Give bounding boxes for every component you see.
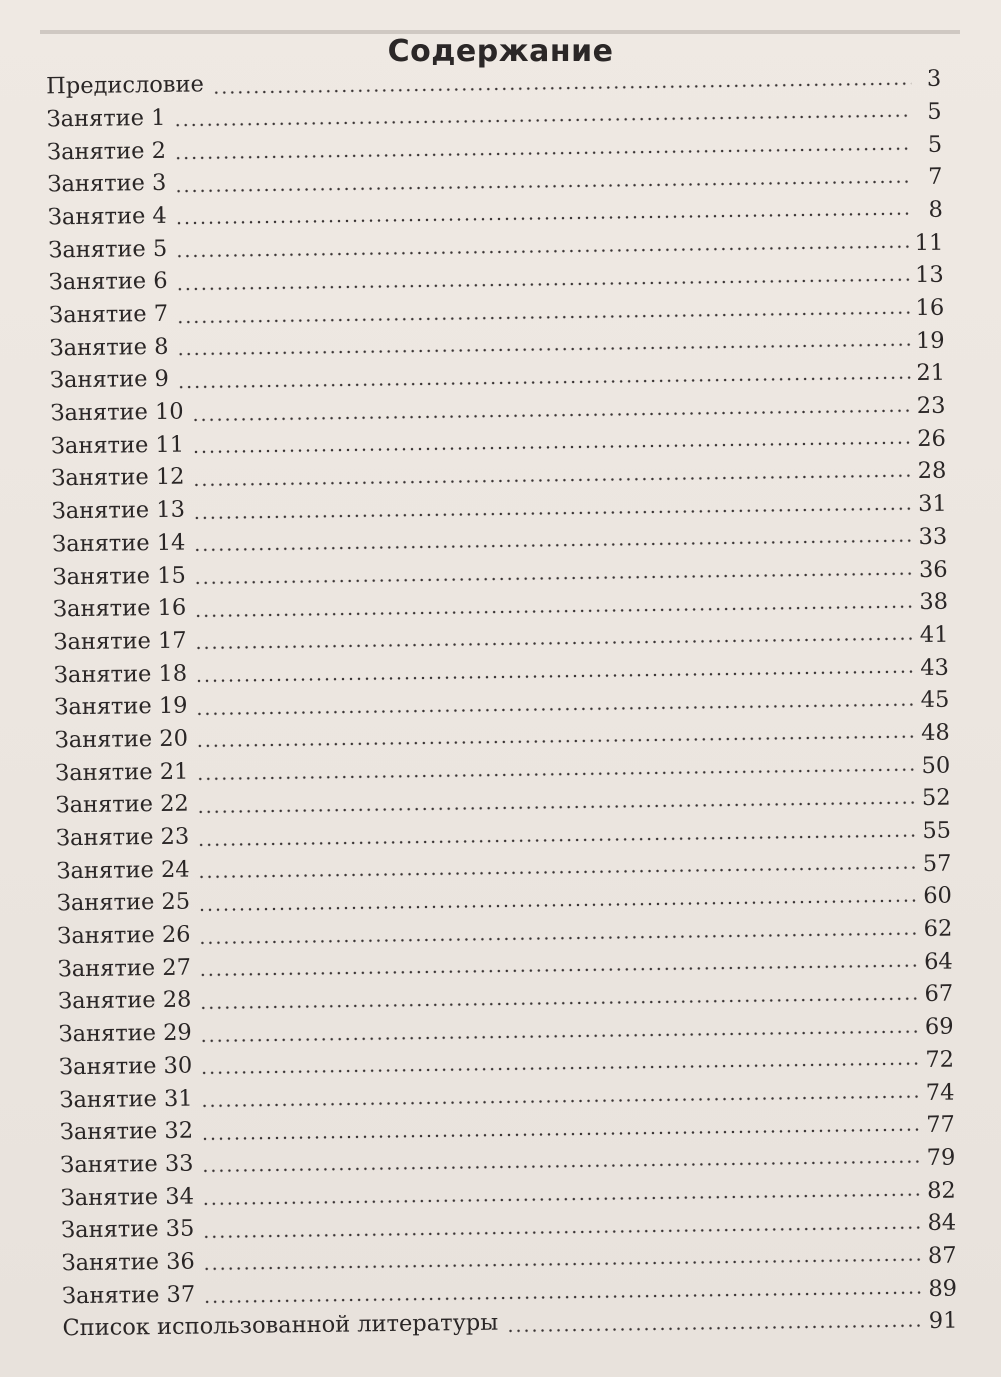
toc-entry-title: Занятие 13 [51,496,186,525]
toc-entry-page-number: 7 [927,163,943,191]
toc-entry-title: Занятие 31 [59,1085,193,1113]
toc-entry-page-number: 36 [918,556,948,583]
toc-entry-page-number: 57 [922,850,952,877]
toc-entry-title: Список использованной литературы [62,1309,499,1342]
toc-entry-page-number: 28 [917,458,947,485]
toc-entry-page-number: 5 [927,131,943,158]
toc-entry-page-number: 33 [918,523,948,550]
toc-entry-title: Занятие 3 [47,170,167,198]
toc-entry-title: Занятие 18 [53,660,188,688]
toc-entry-page-number: 3 [926,65,942,93]
toc-entry-page-number: 82 [926,1177,956,1204]
toc-entry-page-number: 84 [927,1209,957,1237]
toc-entry-title: Занятие 6 [48,268,168,296]
toc-entry-page-number: 5 [927,98,942,125]
toc-entry-title: Предисловие [46,71,205,100]
toc-entry-page-number: 45 [920,686,950,714]
toc-entry-title: Занятие 23 [55,823,190,852]
toc-entry-title: Занятие 19 [54,692,188,721]
toc-entry-page-number: 62 [923,915,953,943]
toc-entry-title: Занятие 34 [60,1183,195,1211]
toc-entry-page-number: 21 [916,360,946,387]
toc-entry-title: Занятие 16 [52,594,187,623]
toc-entry-page-number: 52 [921,784,951,812]
toc-entry-title: Занятие 25 [56,888,191,917]
toc-entry-page-number: 69 [924,1013,954,1041]
toc-entry-title: Занятие 2 [46,137,167,165]
toc-entry-title: Занятие 7 [49,300,169,329]
toc-entry-page-number: 8 [928,196,944,223]
toc-entry-title: Занятие 29 [58,1019,192,1048]
toc-entry-page-number: 26 [917,425,947,452]
toc-entry-title: Занятие 27 [57,954,192,983]
toc-entry-page-number: 31 [917,490,947,518]
toc-entry-title: Занятие 22 [55,790,189,819]
toc-entry-title: Занятие 1 [46,104,166,133]
toc-entry-title: Занятие 14 [52,529,186,558]
toc-entry-title: Занятие 32 [59,1117,194,1146]
toc-entry-page-number: 89 [928,1275,958,1302]
toc-entry-page-number: 77 [926,1111,956,1139]
toc-entry-page-number: 11 [914,229,944,256]
toc-entry-title: Занятие 35 [61,1215,195,1244]
toc-entry-page-number: 91 [928,1307,958,1335]
toc-entry-title: Занятие 5 [48,235,168,264]
toc-entry-title: Занятие 20 [54,725,189,754]
toc-entry-page-number: 23 [916,392,946,420]
toc-entry-title: Занятие 10 [50,398,184,427]
toc-entry-page-number: 50 [921,752,951,779]
toc-entry-page-number: 74 [925,1079,955,1106]
toc-entry-title: Занятие 28 [58,987,192,1015]
page-title: Содержание [387,34,614,69]
toc-entry-page-number: 48 [920,719,950,746]
toc-entry-page-number: 64 [923,948,953,975]
toc-entry-page-number: 16 [915,294,945,322]
toc-entry-title: Занятие 21 [55,758,189,786]
toc-entry-title: Занятие 11 [50,431,185,460]
toc-entry-title: Занятие 9 [49,366,170,394]
toc-entry-page-number: 67 [924,981,954,1008]
toc-entry-page-number: 13 [914,261,944,289]
table-of-contents [0,57,1001,1345]
toc-entry-page-number: 79 [926,1144,956,1171]
toc-entry-page-number: 38 [919,588,949,616]
toc-entry-title: Занятие 8 [49,333,169,362]
toc-entry-page-number: 19 [915,327,945,354]
toc-entry-page-number: 43 [920,654,950,681]
toc-entry-page-number: 72 [925,1046,955,1073]
toc-dot-leader [506,1324,925,1332]
toc-entry-page-number: 55 [922,817,952,844]
toc-entry-title: Занятие 12 [51,464,185,492]
toc-entry-title: Занятие 15 [52,562,186,590]
toc-entry-title: Занятие 26 [57,921,191,950]
toc-entry-title: Занятие 33 [60,1150,194,1179]
toc-entry-title: Занятие 30 [58,1052,193,1081]
toc-entry-title: Занятие 36 [61,1248,195,1277]
toc-entry-page-number: 41 [919,621,949,648]
toc-entry-page-number: 60 [923,882,953,910]
toc-entry-title: Занятие 24 [56,856,190,885]
toc-entry-title: Занятие 17 [53,627,187,656]
toc-entry-page-number: 87 [927,1242,957,1269]
toc-entry-title: Занятие 4 [47,202,167,231]
toc-entry-title: Занятие 37 [61,1281,196,1309]
